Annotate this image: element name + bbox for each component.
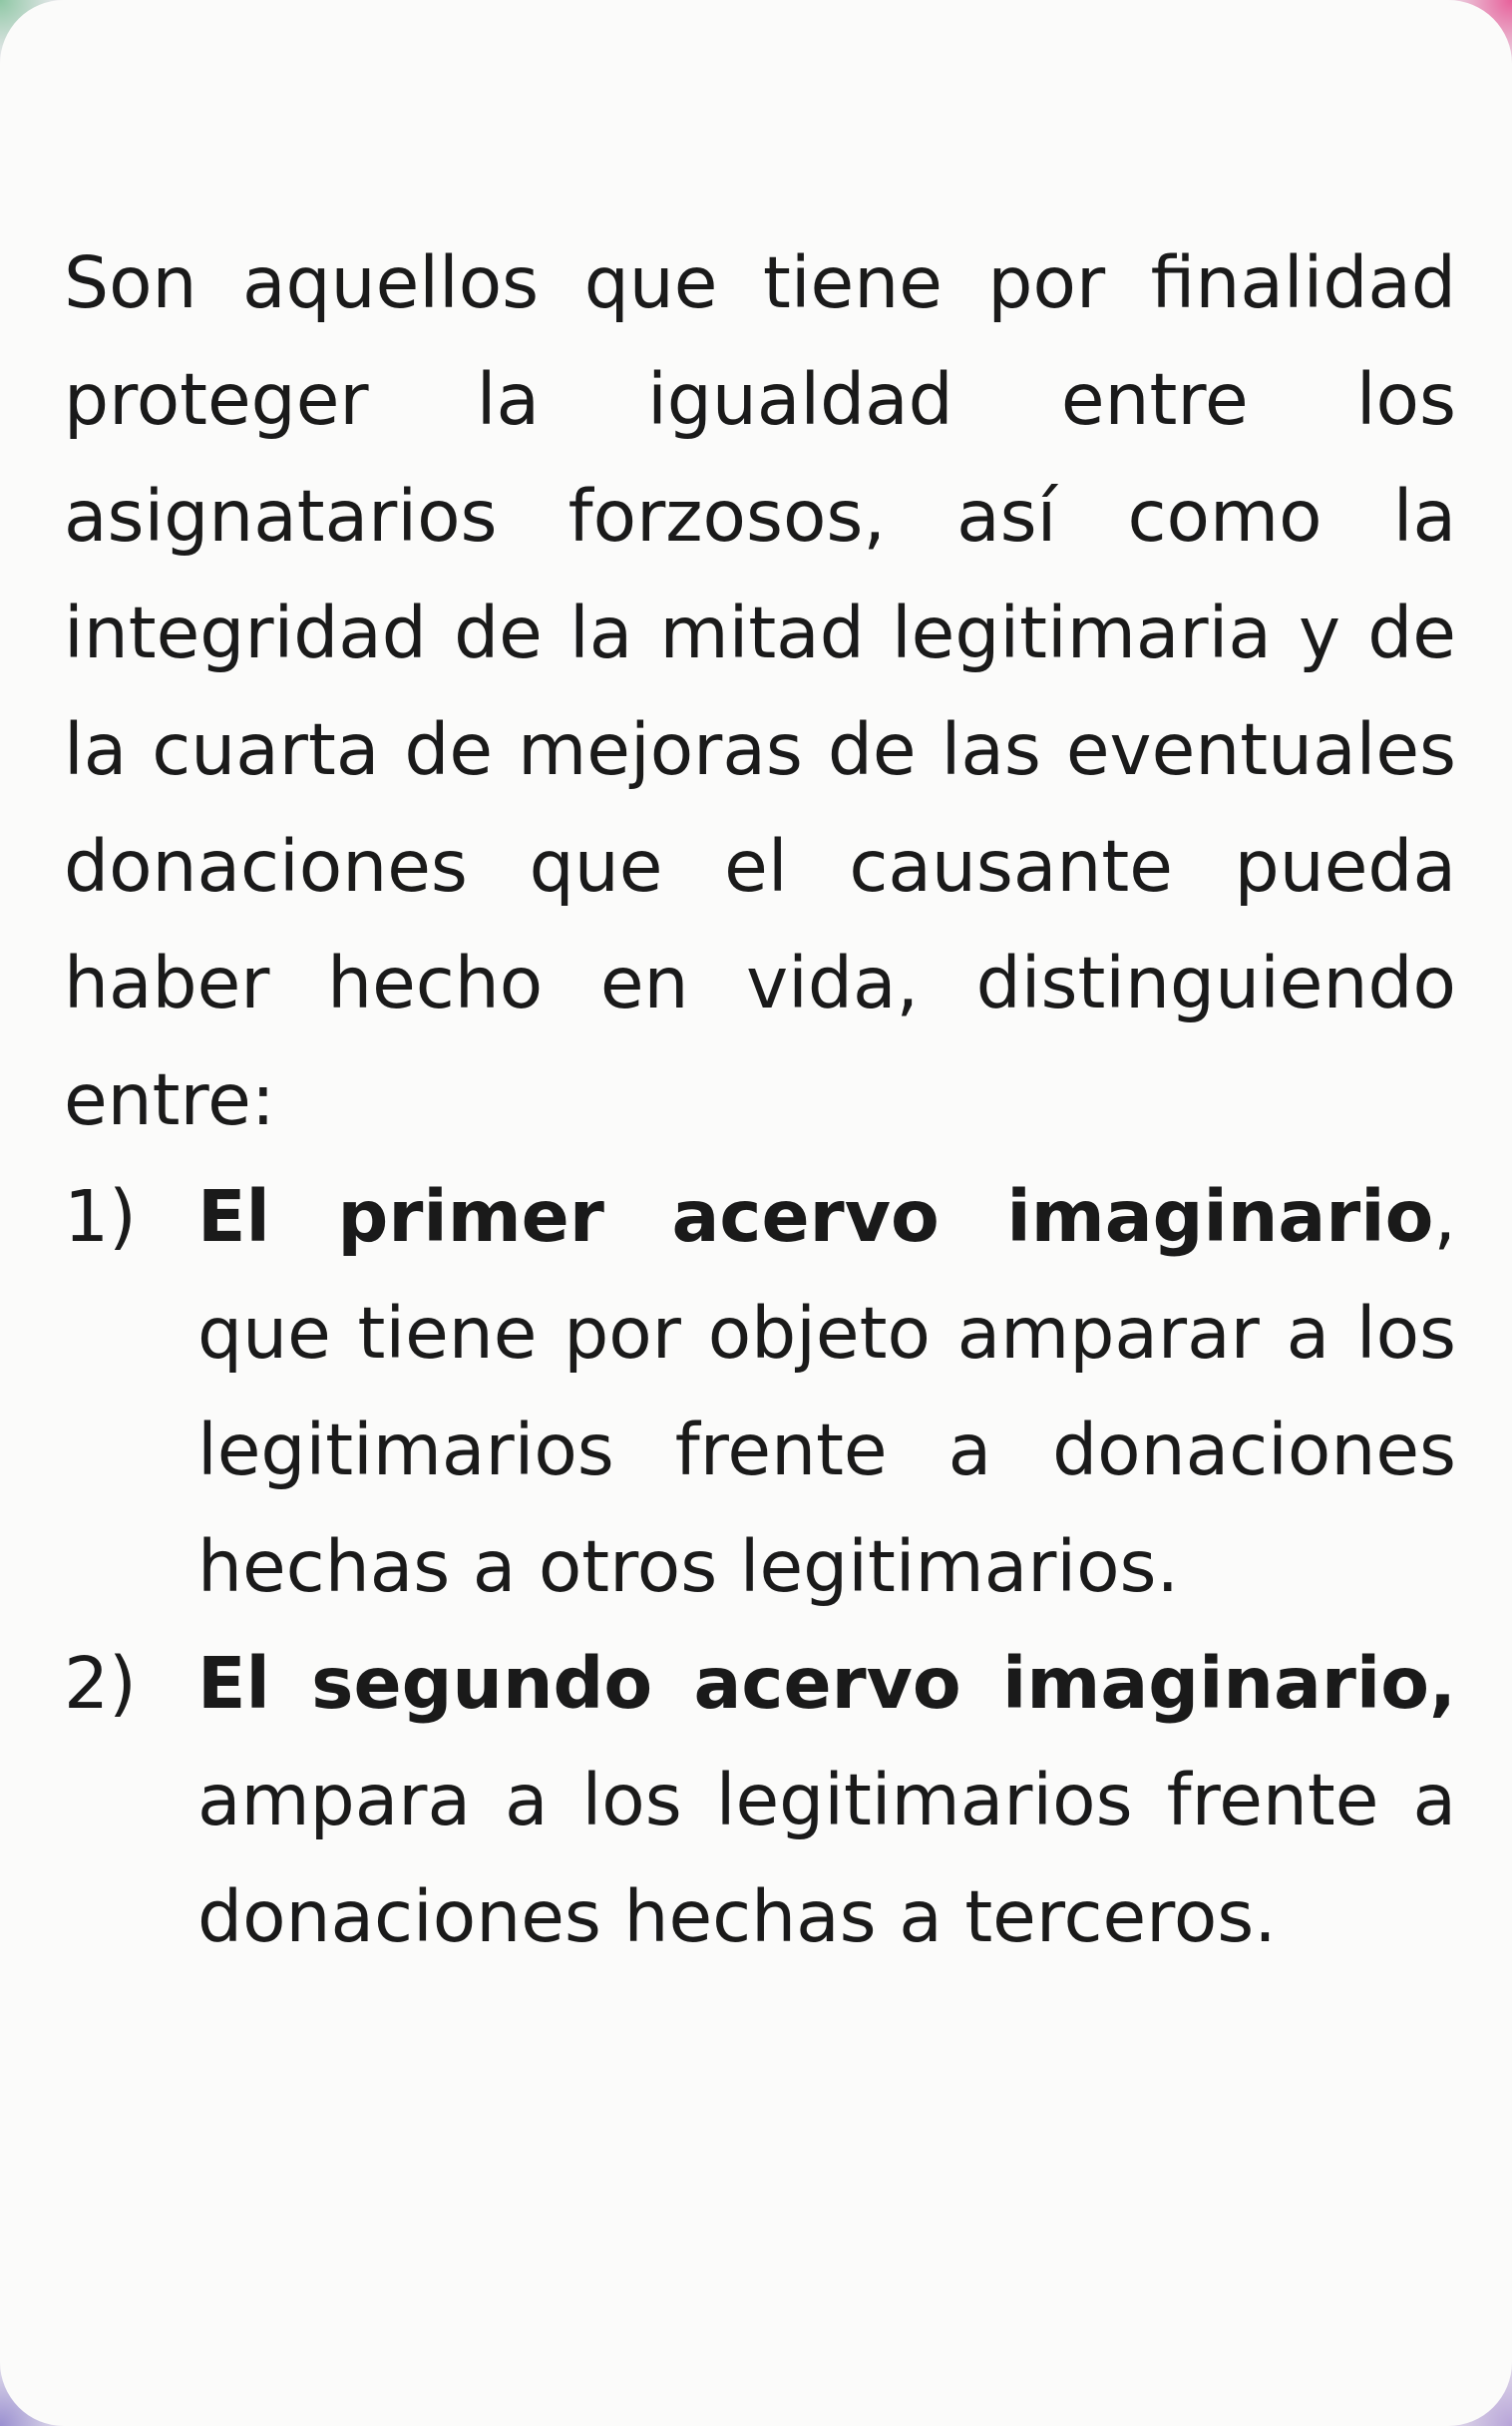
item-title-punctuation: , — [1433, 1175, 1456, 1258]
item-content — [197, 1158, 1456, 1625]
item-description: ampara a los legitimarios frente a donaciones hechas a terceros. — [197, 1759, 1456, 1958]
item-number: 2) — [64, 1642, 137, 1725]
intro-paragraph: Son aquellos que tiene por finalidad proteger la igualdad entre los asignatarios forzosos, así como la integridad de la mitad legitimaria y de la cuarta de mejoras de las eventuales donaciones que el causante pueda haber hecho en vida, distinguiendo entre: — [64, 241, 1456, 1141]
item-title: El primer acervo imaginario — [197, 1175, 1434, 1258]
item-number: 1) — [64, 1175, 137, 1258]
item-content — [197, 1625, 1456, 1975]
list-item-2 — [64, 1625, 1456, 1975]
item-title: El segundo acervo imaginario, — [197, 1642, 1456, 1725]
card-text — [64, 224, 1456, 1975]
list-item-1 — [64, 1158, 1456, 1625]
item-description: que tiene por objeto amparar a los legitimarios frente a donaciones hechas a otros legitimarios. — [197, 1292, 1456, 1608]
